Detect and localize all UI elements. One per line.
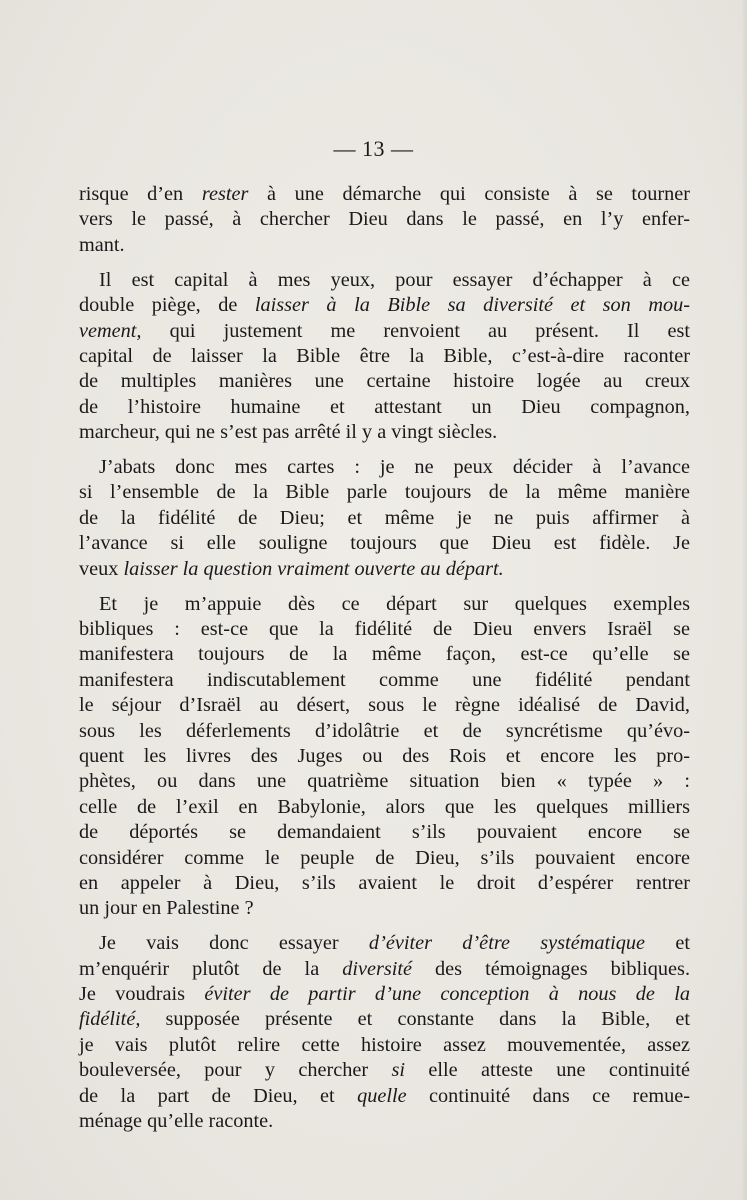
text-segment: celle de l’exil en Babylonie, alors que les quelques milliers [79, 795, 690, 818]
text-segment: de la part de Dieu, et [79, 1084, 358, 1107]
text-segment: Et je m’appuie dès ce départ sur quelques exemples [99, 592, 690, 615]
text-line [79, 268, 690, 293]
text-segment: supposée présente et constante dans la Bible, et [140, 1008, 690, 1031]
text-segment: m’enquérir plutôt de la [79, 957, 343, 980]
text-segment: considérer comme le peuple de Dieu, s’ils pouvaient encore [79, 846, 690, 869]
text-segment: et [645, 932, 690, 955]
page-number: — 13 — [333, 136, 414, 161]
text-line [79, 931, 690, 956]
text-line [79, 871, 690, 896]
text-segment: veux [79, 557, 124, 580]
text-segment: phètes, ou dans une quatrième situation bien « typée » : [79, 770, 690, 793]
text-line [79, 896, 690, 921]
text-segment: ménage qu’elle raconte. [79, 1110, 274, 1133]
text-segment: l’avance si elle souligne toujours que Dieu est fidèle. Je [79, 532, 690, 555]
text-line [79, 744, 690, 769]
text-line [79, 344, 690, 369]
text-segment: le séjour d’Israël au désert, sous le règne idéalisé de David, [79, 694, 690, 717]
text-line [79, 207, 690, 232]
text-segment: marcheur, qui ne s’est pas arrêté il y a vingt siècles. [79, 421, 498, 444]
text-segment: Je voudrais [79, 983, 205, 1006]
text-line [79, 557, 690, 582]
text-segment: elle atteste une continuité [405, 1059, 690, 1082]
paragraph [79, 182, 690, 258]
italic-segment: laisser à la Bible sa diversité et son mou- [254, 294, 691, 317]
text-line [79, 957, 690, 982]
text-line [79, 182, 690, 207]
text-segment: double piège, de [79, 294, 255, 317]
italic-segment: éviter de partir d’une conception à nous de la [204, 983, 690, 1006]
text-segment: des témoignages bibliques. [412, 957, 691, 980]
text-segment: manifestera indiscutablement comme une fidélité pendant [79, 668, 690, 691]
text-segment: bouleversée, pour y chercher [79, 1059, 392, 1082]
paragraph [79, 455, 690, 582]
text-line [79, 293, 690, 318]
text-segment: si l’ensemble de la Bible parle toujours de la même manière [79, 481, 690, 504]
text-line [79, 1007, 690, 1032]
italic-segment: d’éviter d’être systématique [368, 932, 646, 955]
text-line [79, 719, 690, 744]
text-line [79, 795, 690, 820]
text-segment: je vais plutôt relire cette histoire assez mouvementée, assez [79, 1033, 690, 1056]
text-line [79, 369, 690, 394]
text-segment: vers le passé, à chercher Dieu dans le passé, en l’y enfer- [79, 208, 690, 231]
text-line [79, 506, 690, 531]
paragraph-gap [79, 922, 690, 932]
paragraph-gap [79, 258, 690, 268]
text-line [79, 420, 690, 445]
text-segment: de la fidélité de Dieu; et même je ne puis affirmer à [79, 506, 690, 529]
italic-segment: quelle [357, 1084, 407, 1107]
text-segment: manifestera toujours de la même façon, est-ce qu’elle se [79, 643, 690, 666]
text-segment: Il est capital à mes yeux, pour essayer d’échapper à ce [99, 268, 690, 291]
text-line [79, 395, 690, 420]
text-line [79, 319, 690, 344]
text-line [79, 1109, 690, 1134]
text-line [79, 1084, 690, 1109]
text-line [79, 480, 690, 505]
text-segment: sous les déferlements d’idolâtrie et de syncrétisme qu’évo- [79, 719, 690, 742]
text-segment: capital de laisser la Bible être la Bible, c’est-à-dire raconter [79, 344, 690, 367]
text-line [79, 693, 690, 718]
text-line [79, 769, 690, 794]
text-line [79, 846, 690, 871]
italic-segment: diversité [342, 957, 413, 980]
text-segment: de déportés se demandaient s’ils pouvaient encore se [79, 821, 690, 844]
italic-segment: laisser la question vraiment ouverte au départ. [123, 557, 504, 580]
text-segment: J’abats donc mes cartes : je ne peux décider à l’avance [99, 456, 690, 479]
italic-segment: rester [201, 183, 249, 205]
paragraph [79, 592, 690, 922]
text-segment: Je vais donc essayer [99, 932, 369, 955]
italic-segment: fidélité, [79, 1008, 141, 1031]
text-line [79, 1033, 690, 1058]
text-line [79, 982, 690, 1007]
text-segment: un jour en Palestine ? [79, 897, 254, 920]
text-line [79, 1058, 690, 1083]
text-line [79, 592, 690, 617]
text-line [79, 642, 690, 667]
text-line [79, 617, 690, 642]
text-segment: quent les livres des Juges ou des Rois et encore les pro- [79, 744, 690, 767]
text-segment: qui justement me renvoient au présent. Il est [141, 319, 690, 342]
text-line [79, 668, 690, 693]
text-line [79, 531, 690, 556]
paragraph-gap [79, 446, 690, 456]
paragraph-gap [79, 582, 690, 592]
text-segment: mant. [79, 233, 125, 256]
text-line [79, 455, 690, 480]
text-segment: de l’histoire humaine et attestant un Dieu compagnon, [79, 395, 690, 418]
text-segment: risque d’en [79, 183, 202, 205]
text-line [79, 820, 690, 845]
body-text [79, 182, 690, 1134]
text-segment: en appeler à Dieu, s’ils avaient le droit d’espérer rentrer [79, 871, 690, 894]
italic-segment: si [391, 1059, 406, 1082]
text-segment: de multiples manières une certaine histoire logée au creux [79, 370, 690, 393]
paragraph [79, 268, 690, 446]
italic-segment: vement, [79, 319, 142, 342]
page-edge-shadow [741, 0, 747, 1200]
text-line [79, 233, 690, 258]
text-segment: bibliques : est-ce que la fidélité de Dieu envers Israël se [79, 618, 690, 641]
text-segment: à une démarche qui consiste à se tourner [248, 183, 690, 205]
text-segment: continuité dans ce remue- [406, 1084, 690, 1107]
paragraph [79, 931, 690, 1134]
